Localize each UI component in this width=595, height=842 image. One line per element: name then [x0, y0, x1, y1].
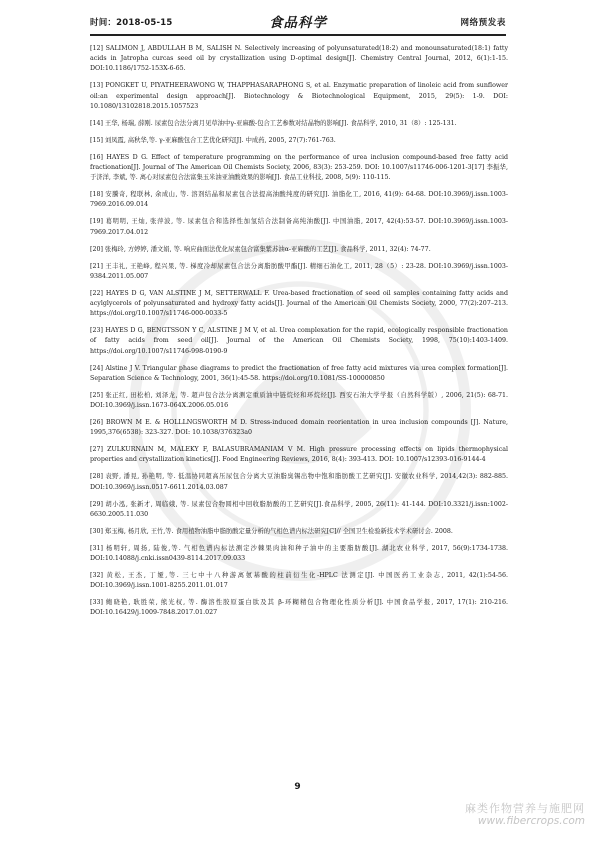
page-header	[90, 10, 506, 36]
reference-item: [30] 郑玉梅, 杨月欣, 王竹,等. 食用植物油脂中脂肪酸定量分析的气相色谱内标法研究[C]// 全国卫生检验新技术学术研讨会. 2008.	[90, 527, 453, 535]
reference-item: [26] BROWN M E. & HOLLLNGSWORTH M D. Stress-induced domain reorientation in urea inclusion compounds [J]. Nature, 1995,376(6538): 323-327. DOI: 10.1038/376323a0	[90, 419, 508, 437]
reference-item: [16] HAYES D G. Effect of temperature programming on the performance of urea inclusion compound-based free fatty acid fractionation[J]. Journal of The American Oil Chemists Society, 2006, 83(3): 253-259. DOI: 10.1007/s11746-006-1201-3[17] 李振华, 于济洋, 李斌, 等. 离心对尿素包合法富集玉米油亚油酸效果的影响[J]. 食品工业科技, 2008, 5(9): 110-115.	[90, 153, 508, 182]
site-watermark	[465, 802, 585, 828]
reference-item: [24] Alstine J V. Triangular phase diagrams to predict the fractionation of free fatty acid mixtures via urea complex formation[J]. Separation Science & Technology, 2001, 36(1):45-58. https://doi.org/10.1081/SS-100000850	[90, 364, 508, 382]
journal-title: 食品科学	[269, 15, 327, 31]
reference-item: [18] 安騰奇, 程联林, 余成山, 等. 溶剂结晶和尿素包合法提高油酸纯度的研究[J]. 油脂化工, 2016, 41(9): 64-68. DOI:10.3969/j.issn.1003-7969.2016.09.014	[90, 191, 508, 209]
reference-item: [23] HAYES D G, BENGTSSON Y C, ALSTINE J M V, et al. Urea complexation for the rapid, ecologically responsible fractionation of fatty acids from seed oil[J]. Journal of the American Oil Chemists Society, 1998, 75(10):1403-1409. https://doi.org/10.1007/s11746-998-0190-9	[90, 327, 508, 355]
reference-item: [15] 刘凤霞, 高秋华,等. γ-亚麻酸包合工艺优化研究[J]. 中成药, 2005, 27(7):761-763.	[90, 136, 336, 144]
reference-item: [28] 袁野, 潘見, 孙艳明, 等. 低温协同超高压尿包合分离大豆油脂臭锡出物中饱和脂肪酸工艺研究[J]. 安徽农业科学, 2014,42(3): 882-885. DOI:10.3969/j.issn.0517-6611.2014.03.087	[90, 473, 508, 491]
reference-item: [27] ZULKURNAIN M, MALEKY F, BALASUBRAMANIAM V M. High pressure processing effects on lipids thermophysical properties and crystallization kinetics[J]. Food Engineering Reviews, 2016, 8(4): 393-413. DOI: 10.1007/s12393-016-9144-4	[90, 446, 508, 464]
reference-item: [32] 黄松, 王杰, 丁娅,等. 三七中十八种游离氨基酸的柱前衍生化-HPLC 法测定[J]. 中国医药工业杂志, 2011, 42(1):54-56. DOI:10.3969/j.issn.1001-8255.2011.01.017	[90, 572, 508, 590]
section-label: 网络预发表	[460, 18, 506, 28]
reference-item: [12] SALIMON J, ABDULLAH B M, SALISH N. Selectively increasing of polyunsaturated(18:2) and monounsaturated(18:1) fatty acids in Jatropha curcas seed oil by crystallization using D-optimal design[J]. Chemistry Central Journal, 2012, 6(1):1-15. DOI:10.1186/1752-153X-6-65.	[90, 45, 508, 73]
reference-item: [13] PONGKET U, PIYATHEERAWONG W, THAPPHASARAPHONG S, et al. Enzymatic preparation of linoleic acid from sunflower oil:an experimental design approach[J]. Biotechnology & Biotechnological Equipment, 2015, 29(5): 1-9. DOI: 10.1080/13102818.2015.1057523	[90, 82, 508, 110]
reference-item: [21] 王丰礼, 王艳峰, 程兴果, 等. 梯度冷却尿素包合法分离脂肪酸甲酯[J]. 精细石油化工, 2011, 28（5）: 23-28. DOI:10.3969/j.issn.1003-9384.2011.05.007	[90, 262, 508, 280]
reference-list	[90, 44, 508, 625]
page-number: 9	[294, 782, 301, 792]
site-watermark-name: 麻类作物营养与施肥网	[465, 802, 585, 815]
site-watermark-url: www.fibercrops.com	[477, 815, 585, 827]
reference-item: [19] 葛明明, 王灿, 张萍波, 等. 尿素包合和选择性加氢结合法制备高纯油酸[J]. 中国油脂, 2017, 42(4):53-57. DOI:10.3969/j.issn.1003-7969.2017.04.012	[90, 218, 508, 236]
publish-date: 时间：2018-05-15	[90, 18, 173, 28]
reference-item: [22] HAYES D G, VAN ALSTINE J M, SETTERWALL F. Urea-based fractionation of seed oil samples containing fatty acids and acylglycerols of polyunsaturated and hydroxy fatty acids[J]. Journal of the American Oil Chemists Society, 2000, 77(2):207–213. https://doi.org/10.1007/s11746-000-0033-5	[90, 289, 508, 318]
reference-item: [29] 胡小泓, 张新才, 周临娥, 等. 尿素包合物圆相中回收脂肪酸的工艺研究[J].食品科学, 2005, 26(11): 41-144. DOI:10.3321/j.issn:1002-6630.2005.11.030	[90, 500, 508, 518]
reference-item: [31] 杨明轩, 周扬, 陆俊,等. 气相色谱内标法测定沙棘果肉油和种子油中的主要脂肪酸[J]. 湖北农业科学, 2017, 56(9):1734-1738. DOI:10.14088/j.cnki.issn0439-8114.2017.09.033	[90, 544, 508, 563]
reference-item: [25] 张正红, 田松柏, 刘泽龙, 等. 超声包合法分离测定重质油中链烷烃和环烷烃[J]. 西安石油大学学报（自然科学版）, 2006, 21(5): 68-71. DOI:10.3969/j.issn.1673-064X.2006.05.016	[90, 391, 508, 410]
reference-item: [20] 张梅玲, 方婷婷, 潘文娟, 等. 响应曲面法优化尿素包合富集紫苏油α-亚麻酸的工艺[J]. 食品科学, 2011, 32(4): 74-77.	[90, 245, 431, 253]
reference-item: [14] 王华, 杨瑞, 薛刚. 尿素包合法分离月见草油中γ-亚麻酸-包合工艺参数对结晶物的影响[J]. 食品科学, 2010, 31（8）: 125-131.	[90, 119, 457, 127]
reference-item: [33] 鲍晓艳, 耿胜荣, 熊光权, 等. 酶溶性胶原蛋白肽及其 β-环糊精包合物理化性质分析[J]. 中国食品学报, 2017, 17(1): 210-216. DOI:10.16429/j.1009-7848.2017.01.027	[90, 599, 508, 617]
